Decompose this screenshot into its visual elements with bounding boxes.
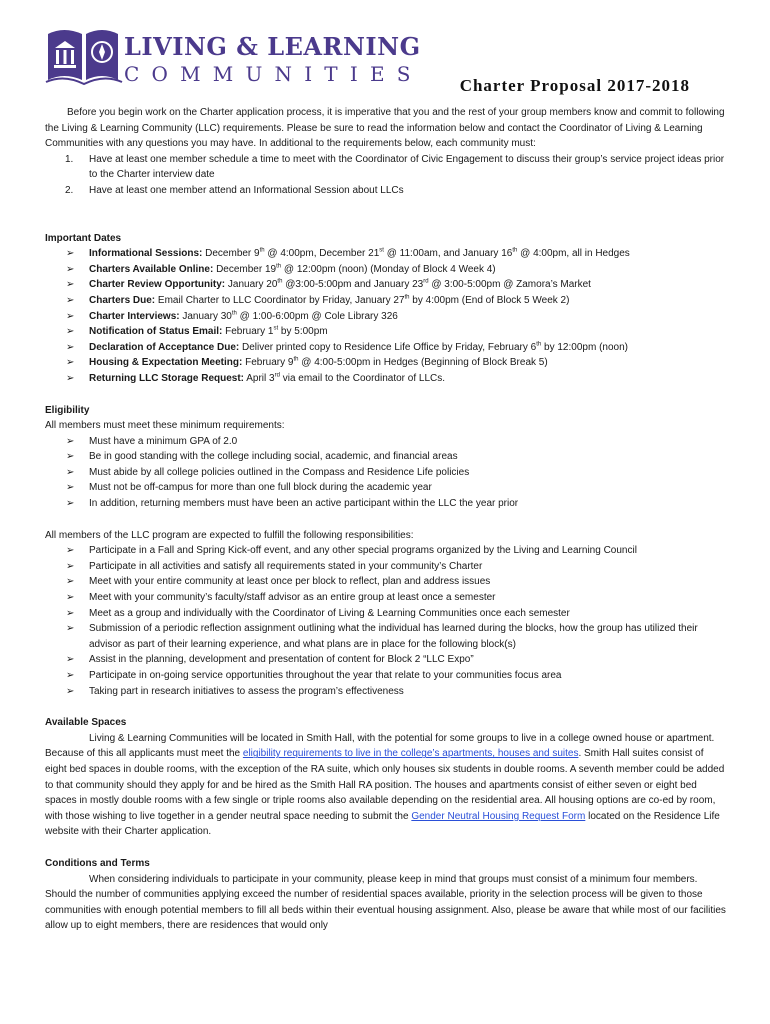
date-item: ➢ Charter Review Opportunity: January 20th @3:00-5:00pm and January 23rd @ 3:00-5:00pm @ Zamora’s Market [45,277,727,293]
arrow-bullet-icon: ➢ [66,545,75,557]
responsibilities-lead: All members of the LLC program are expected to fulfill the following responsibilities: [45,529,414,541]
list-item: ➢ Meet with your entire community at least once per block to reflect, plan and address issues [45,574,727,590]
arrow-bullet-icon: ➢ [66,670,75,681]
document-title: Charter Proposal 2017-2018 [459,76,690,95]
brand-name-line2: COMMUNITIES [124,62,423,86]
list-item: ➢ Be in good standing with the college including social, academic, and financial areas [45,449,727,465]
intro-paragraph: Before you begin work on the Charter application process, it is imperative that you and the rest of your group members know and commit to following the Living & Learning Community (LLC) requirements. Please be sure to read the information below and contact the Coordinator of Living & Learning Communities with any questions you may have. In additional to the requirements below, each community must: [45,107,725,150]
intro-list [45,152,727,199]
list-item: ➢ Must not be off-campus for more than one full block during the academic year [45,480,727,496]
list-item: ➢ Meet as a group and individually with the Coordinator of Living & Learning Communities once each semester [45,606,727,622]
arrow-bullet-icon: ➢ [66,576,75,588]
eligibility-lead: All members must meet these minimum requirements: [45,420,285,432]
list-item: ➢ Must abide by all college policies outlined in the Compass and Residence Life policies [45,465,727,481]
list-item: 2. Have at least one member attend an Informational Session about LLCs [65,184,404,196]
gender-neutral-housing-form-link[interactable]: Gender Neutral Housing Request Form [411,810,586,822]
arrow-bullet-icon: ➢ [66,248,75,260]
arrow-bullet-icon: ➢ [66,263,75,275]
arrow-bullet-icon: ➢ [66,341,75,353]
arrow-bullet-icon: ➢ [66,592,75,604]
arrow-bullet-icon: ➢ [66,326,75,338]
arrow-bullet-icon: ➢ [66,498,75,510]
list-item: ➢ Taking part in research initiatives to assess the program’s effectiveness [45,684,727,700]
arrow-bullet-icon: ➢ [66,357,75,369]
arrow-bullet-icon: ➢ [66,466,75,478]
eligibility-heading: Eligibility [45,404,90,416]
llc-logo-icon [44,24,124,88]
arrow-bullet-icon: ➢ [66,607,75,619]
eligibility-requirements-link[interactable]: eligibility requirements to live in the college’s apartments, houses and suites [242,748,579,760]
list-item: ➢ Participate in on-going service opportunities throughout the year that relate to your communities focus area [45,668,727,684]
arrow-bullet-icon: ➢ [66,451,75,463]
responsibilities-list [45,543,727,699]
arrow-bullet-icon: ➢ [66,310,75,322]
brand-name-line1: LIVING & LEARNING [124,32,421,61]
list-item: ➢ Submission of a periodic reflection assignment outlining what the individual has learned during the blocks, how the group has utilized their advisor as part of their learning experience, and what plans are in place for the following block(s) [66,623,698,650]
list-item: ➢ Meet with your community’s faculty/staff advisor as an entire group at least once a semester [45,590,727,606]
arrow-bullet-icon: ➢ [66,435,75,447]
arrow-bullet-icon: ➢ [66,685,75,697]
date-item: ➢ Informational Sessions: December 9th @ 4:00pm, December 21st @ 11:00am, and January 16th @ 4:00pm, all in Hedges [45,246,727,262]
date-item: ➢ Housing & Expectation Meeting: February 9th @ 4:00-5:00pm in Hedges (Beginning of Block Break 5) [45,355,727,371]
arrow-bullet-icon: ➢ [66,560,75,572]
date-item: ➢ Returning LLC Storage Request: April 3rd via email to the Coordinator of LLCs. [45,371,727,387]
list-item: ➢ Must have a minimum GPA of 2.0 [45,434,727,450]
available-spaces-heading: Available Spaces [45,717,127,729]
date-item: ➢ Charter Interviews: January 30th @ 1:00-6:00pm @ Cole Library 326 [45,309,727,325]
arrow-bullet-icon: ➢ [66,482,75,494]
important-dates-heading: Important Dates [45,232,122,244]
arrow-bullet-icon: ➢ [66,279,75,291]
date-item: ➢ Charters Available Online: December 19th @ 12:00pm (noon) (Monday of Block 4 Week 4) [45,262,727,278]
list-item: ➢ Participate in all activities and satisfy all requirements stated in your community’s Charter [45,559,727,575]
conditions-heading: Conditions and Terms [45,857,150,869]
arrow-bullet-icon: ➢ [66,372,75,384]
available-spaces-paragraph: Living & Learning Communities will be located in Smith Hall, with the potential for some groups to live in a college owned house or apartment. Because of this all applicants must meet the eligibility requirements to live in the college’s apartments, houses and suites. Smith Hall suites consist of eight bed spaces in double rooms, with the exception of the RA suite, which only houses six students in double rooms. A seventh member could be added to that community should they apply for and be hired as the Smith Hall RA position. The houses and apartments consist of either seven or eight bed spaces in mostly double rooms with a few single or triple rooms also available depending on the residential area. All housing options are co-ed by room, with those wishing to live together in a gender neutral space needing to submit the Gender Neutral Housing Request Form located on the Residence Life website with their Charter application. [45,732,725,838]
document-header [44,24,744,94]
document-body [45,105,727,934]
date-item: ➢ Charters Due: Email Charter to LLC Coordinator by Friday, January 27th by 4:00pm (End of Block 5 Week 2) [45,293,727,309]
list-item: ➢ In addition, returning members must have been an active participant within the LLC the year prior [45,496,727,512]
conditions-paragraph: When considering individuals to participate in your community, please keep in mind that groups must consist of a minimum four members. Should the number of communities applying exceed the number of residential spaces available, priority in the selection process will be given to those communities with enough potential members to fill all beds within their eventual housing assignment. Also, please be aware that while most of our facilities allow up to eight members, there are residences that would only [45,873,726,932]
important-dates-list [45,246,727,386]
date-item: ➢ Declaration of Acceptance Due: Deliver printed copy to Residence Life Office by Friday, February 6th by 12:00pm (noon) [45,340,727,356]
eligibility-list [45,434,727,512]
date-item: ➢ Notification of Status Email: February 1st by 5:00pm [45,324,727,340]
arrow-bullet-icon: ➢ [66,623,75,635]
arrow-bullet-icon: ➢ [66,654,75,666]
list-item: ➢ Assist in the planning, development and presentation of content for Block 2 “LLC Expo” [45,652,727,668]
list-item: 1. Have at least one member schedule a time to meet with the Coordinator of Civic Engagement to discuss their group’s service project ideas prior to the Charter interview date [65,153,725,181]
list-item: ➢ Participate in a Fall and Spring Kick-off event, and any other special programs organized by the Living and Learning Council [45,543,727,559]
arrow-bullet-icon: ➢ [66,294,75,306]
